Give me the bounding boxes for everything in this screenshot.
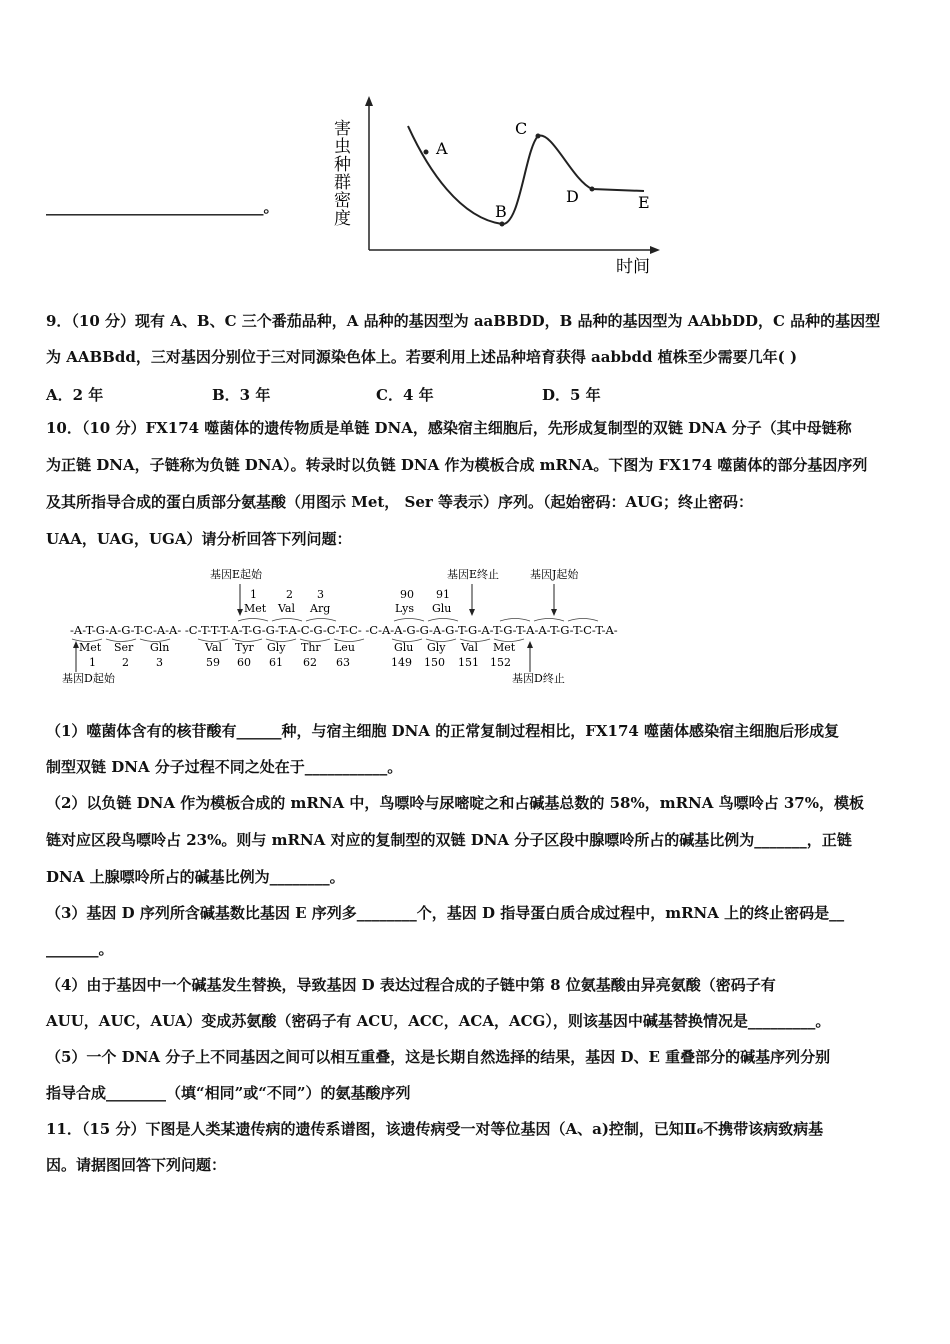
q9-choice-b: B．3 年 [212,386,271,404]
q9-choice-a: A．2 年 [46,386,104,404]
d-aa: Gly [267,641,286,654]
arrow-head [237,609,243,616]
d-num: 63 [336,656,350,669]
q10-part1-line-2: 制型双链 DNA 分子过程不同之处在于___________。 [46,758,403,776]
q10-part2-line-1: （2）以负链 DNA 作为模板合成的 mRNA 中，鸟嘌呤与尿嘧啶之和占碱基总数的 58%，mRNA 鸟嘌呤占 37%，模板 [46,794,864,812]
d-aa: Met [493,641,516,654]
d-aa: Thr [301,641,321,654]
d-num: 59 [206,656,220,669]
e-num: 3 [317,588,324,601]
q9-line-2: 为 AABBdd，三对基因分别位于三对同源染色体上。若要利用上述品种培育获得 aabbdd 植株至少需要几年( ) [46,348,798,366]
label-d: D [566,187,579,206]
e-num: 2 [286,588,293,601]
q10-part2-line-2: 链对应区段鸟嘌呤占 23%。则与 mRNA 对应的复制型的双链 DNA 分子区段中腺嘌呤所占的碱基比例为_______，正链 [46,831,852,849]
d-num: 62 [303,656,317,669]
q10-part2-line-3: DNA 上腺嘌呤所占的碱基比例为________。 [46,868,345,886]
q10-part3-line-2: _______。 [46,940,114,958]
d-aa: Leu [334,641,355,654]
point-a [424,150,429,155]
ylabel-char: 度 [334,209,351,229]
label-gene-e-start: 基因E起始 [210,568,263,581]
arrow-head [551,609,557,616]
arrow-head [527,641,533,648]
ylabel-char: 害 [334,119,351,139]
d-aa: Met [79,641,102,654]
e-num: 90 [400,588,414,601]
answer-blank-previous: _____________________________。 [46,198,279,216]
xlabel: 时间 [616,257,650,277]
d-aa: Tyr [235,641,254,654]
label-gene-d-start: 基因D起始 [62,672,115,685]
q9-line-1: 9．（10 分）现有 A、B、C 三个番茄品种，A 品种的基因型为 aaBBDD，B 品种的基因型为 AAbbDD，C 品种的基因型 [46,312,881,330]
label-gene-j-start: 基因J起始 [530,568,579,581]
x-axis-arrow [650,246,660,254]
d-num: 150 [424,656,445,669]
population-graph [320,90,670,280]
q9-choice-c: C．4 年 [376,386,434,404]
d-num: 149 [391,656,412,669]
point-c [536,134,541,139]
d-aa: Glu [394,641,414,654]
q10-line-1: 10．（10 分）FX174 噬菌体的遗传物质是单链 DNA，感染宿主细胞后，先形成复制型的双链 DNA 分子（其中母链称 [46,419,852,437]
e-num: 1 [250,588,257,601]
ylabel-char: 群 [334,173,351,193]
d-num: 1 [89,656,96,669]
d-num: 2 [122,656,129,669]
ylabel-char: 种 [334,155,351,175]
ylabel-char: 虫 [334,137,351,157]
point-b [500,222,505,227]
label-c: C [515,119,528,138]
label-gene-d-end: 基因D终止 [512,672,565,685]
q9-choice-d: D．5 年 [542,386,601,404]
label-e: E [638,193,650,212]
e-num: 91 [436,588,450,601]
gene-sequence-diagram [60,564,630,694]
q10-line-3: 及其所指导合成的蛋白质部分氨基酸（用图示 Met， Ser 等表示）序列。（起始密码：AUG；终止密码： [46,493,754,511]
d-aa: Val [205,641,223,654]
q10-part5-line-2: 指导合成________（填“相同”或“不同”）的氨基酸序列 [46,1084,411,1102]
dna-sequence: -A-T-G-A-G-T-C-A-A- -C-T-T-T-A-T-G-G-T-A-C-G-C-T-C- -C-A-A-G-G-A-G-T-G-A-T-G-T-A-A-T-G-T-C-T-A- [70,623,618,637]
d-num: 3 [156,656,163,669]
q10-part5-line-1: （5）一个 DNA 分子上不同基因之间可以相互重叠，这是长期自然选择的结果，基因 D、E 重叠部分的碱基序列分别 [46,1048,831,1066]
e-aa: Val [278,602,296,615]
d-num: 61 [269,656,283,669]
point-d [590,187,595,192]
ylabel-char: 密 [334,191,351,211]
d-aa: Gln [150,641,170,654]
codon-braces-bottom [72,639,524,642]
q10-part4-line-2: AUU，AUC，AUA）变成苏氨酸（密码子有 ACU，ACC，ACA，ACG），则该基因中碱基替换情况是_________。 [46,1012,831,1030]
label-gene-e-end: 基因E终止 [447,568,500,581]
arrow-head [469,609,475,616]
e-aa: Lys [395,602,414,615]
label-a: A [436,139,448,158]
e-aa: Arg [310,602,331,615]
q10-line-4: UAA，UAG，UGA）请分析回答下列问题： [46,530,352,548]
d-num: 152 [490,656,511,669]
e-aa: Met [244,602,267,615]
q10-part4-line-1: （4）由于基因中一个碱基发生替换，导致基因 D 表达过程合成的子链中第 8 位氨基酸由异亮氨酸（密码子有 [46,976,776,994]
q10-part1-line-1: （1）噬菌体含有的核苷酸有______种，与宿主细胞 DNA 的正常复制过程相比，FX174 噬菌体感染宿主细胞后形成复 [46,722,840,740]
d-aa: Val [461,641,479,654]
q11-line-2: 因。请据图回答下列问题： [46,1156,227,1174]
codon-braces-top [238,619,598,622]
label-b: B [495,202,507,221]
d-aa: Ser [114,641,134,654]
d-num: 60 [237,656,251,669]
e-aa: Glu [432,602,452,615]
q11-line-1: 11．（15 分）下图是人类某遗传病的遗传系谱图，该遗传病受一对等位基因（A、a)控制，已知Ⅱ₆不携带该病致病基 [46,1120,824,1138]
d-aa: Gly [427,641,446,654]
y-axis-arrow [365,96,373,106]
q10-line-2: 为正链 DNA，子链称为负链 DNA）。转录时以负链 DNA 作为模板合成 mRNA。下图为 FX174 噬菌体的部分基因序列 [46,456,868,474]
d-num: 151 [458,656,479,669]
q10-part3-line-1: （3）基因 D 序列所含碱基数比基因 E 序列多________个，基因 D 指导蛋白质合成过程中，mRNA 上的终止密码是__ [46,904,845,922]
